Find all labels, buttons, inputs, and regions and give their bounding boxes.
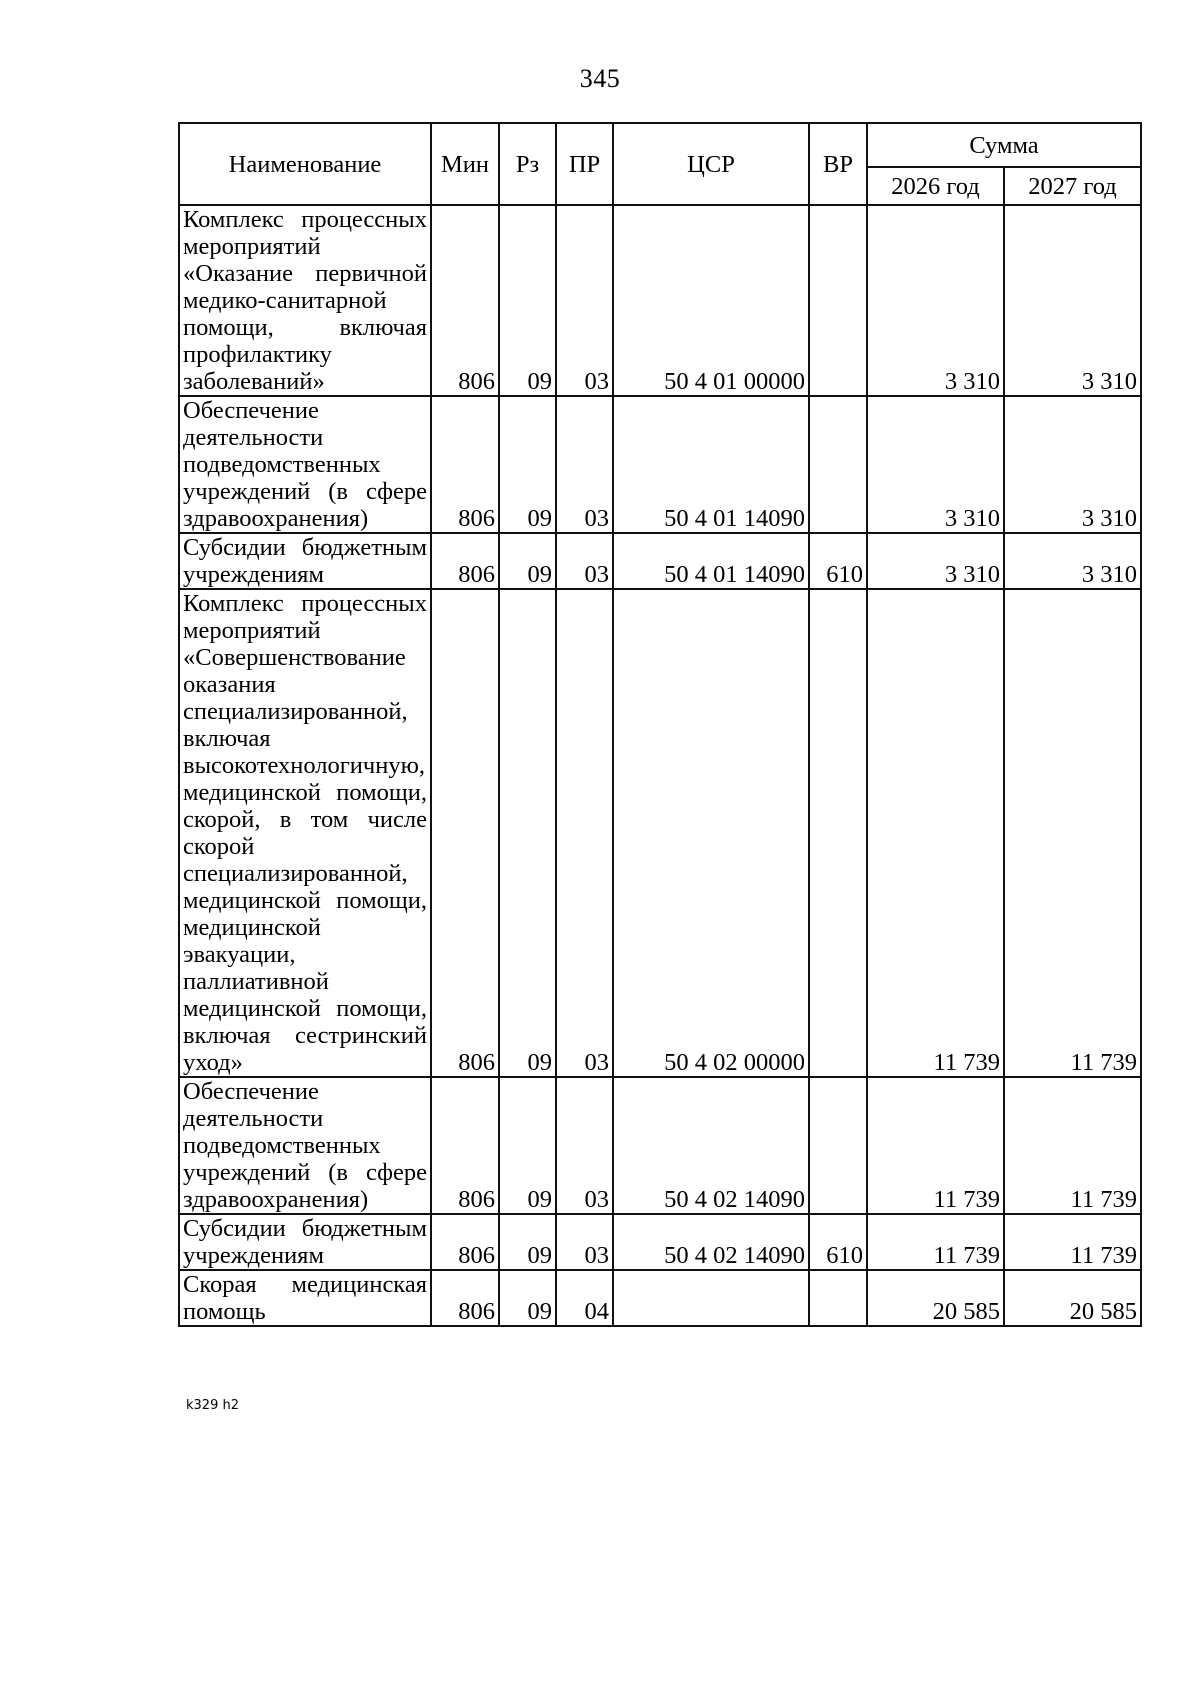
header-rz: Рз — [499, 123, 556, 205]
table-row — [179, 396, 1141, 533]
row-name: Комплекс процессных мероприятий «Совершенствование оказания специализированной, включая высокотехнологичную, медицинской помощи, скорой, в том числе скорой специализированной, медицинской помощи, медицинской эвакуации, паллиативной медицинской помощи, включая сестринский уход» — [179, 589, 431, 1077]
row-name: Скорая медицинская помощь — [179, 1270, 431, 1326]
row-sum-2027: 3 310 — [1004, 396, 1141, 533]
row-pr: 03 — [556, 1214, 613, 1270]
row-pr: 03 — [556, 533, 613, 589]
row-rz: 09 — [499, 1077, 556, 1214]
row-vr — [809, 396, 867, 533]
row-sum-2026: 11 739 — [867, 1077, 1004, 1214]
row-pr: 03 — [556, 396, 613, 533]
row-min: 806 — [431, 396, 499, 533]
table-row — [179, 589, 1141, 1077]
row-name: Субсидии бюджетным учреждениям — [179, 533, 431, 589]
row-name: Комплекс процессных мероприятий «Оказание первичной медико-санитарной помощи, включая профилактику заболеваний» — [179, 205, 431, 396]
row-min: 806 — [431, 533, 499, 589]
row-sum-2027: 3 310 — [1004, 205, 1141, 396]
row-min: 806 — [431, 1214, 499, 1270]
row-min: 806 — [431, 205, 499, 396]
row-min: 806 — [431, 589, 499, 1077]
row-sum-2026: 3 310 — [867, 205, 1004, 396]
header-year-2027: 2027 год — [1004, 167, 1141, 205]
row-sum-2026: 3 310 — [867, 533, 1004, 589]
header-min: Мин — [431, 123, 499, 205]
row-pr: 03 — [556, 589, 613, 1077]
row-name: Субсидии бюджетным учреждениям — [179, 1214, 431, 1270]
row-name: Обеспечение деятельности подведомственных учреждений (в сфере здравоохранения) — [179, 396, 431, 533]
table-row — [179, 1214, 1141, 1270]
row-rz: 09 — [499, 1270, 556, 1326]
row-sum-2026: 11 739 — [867, 1214, 1004, 1270]
header-year-2026: 2026 год — [867, 167, 1004, 205]
budget-table — [178, 122, 1142, 1327]
row-sum-2027: 11 739 — [1004, 589, 1141, 1077]
header-vr: ВР — [809, 123, 867, 205]
row-pr: 04 — [556, 1270, 613, 1326]
row-name: Обеспечение деятельности подведомственных учреждений (в сфере здравоохранения) — [179, 1077, 431, 1214]
table-row — [179, 1270, 1141, 1326]
row-csr: 50 4 02 14090 — [613, 1077, 809, 1214]
row-rz: 09 — [499, 205, 556, 396]
row-csr: 50 4 02 14090 — [613, 1214, 809, 1270]
row-sum-2026: 11 739 — [867, 589, 1004, 1077]
row-vr — [809, 1270, 867, 1326]
table-row — [179, 1077, 1141, 1214]
row-csr — [613, 1270, 809, 1326]
row-sum-2027: 3 310 — [1004, 533, 1141, 589]
header-pr: ПР — [556, 123, 613, 205]
header-row — [179, 123, 1141, 167]
row-rz: 09 — [499, 396, 556, 533]
row-vr — [809, 589, 867, 1077]
row-csr: 50 4 01 14090 — [613, 396, 809, 533]
row-sum-2026: 20 585 — [867, 1270, 1004, 1326]
row-rz: 09 — [499, 1214, 556, 1270]
row-sum-2027: 20 585 — [1004, 1270, 1141, 1326]
table-row — [179, 533, 1141, 589]
footer-code: k329 h2 — [186, 1398, 239, 1413]
row-csr: 50 4 01 00000 — [613, 205, 809, 396]
row-sum-2027: 11 739 — [1004, 1077, 1141, 1214]
row-min: 806 — [431, 1270, 499, 1326]
header-csr: ЦСР — [613, 123, 809, 205]
row-rz: 09 — [499, 533, 556, 589]
row-rz: 09 — [499, 589, 556, 1077]
page-number: 345 — [579, 64, 621, 93]
row-pr: 03 — [556, 205, 613, 396]
row-pr: 03 — [556, 1077, 613, 1214]
header-name: Наименование — [179, 123, 431, 205]
row-vr — [809, 205, 867, 396]
row-sum-2027: 11 739 — [1004, 1214, 1141, 1270]
row-vr — [809, 1077, 867, 1214]
row-min: 806 — [431, 1077, 499, 1214]
row-csr: 50 4 02 00000 — [613, 589, 809, 1077]
row-vr: 610 — [809, 1214, 867, 1270]
table-row — [179, 205, 1141, 396]
row-sum-2026: 3 310 — [867, 396, 1004, 533]
header-sum: Сумма — [867, 123, 1141, 167]
row-vr: 610 — [809, 533, 867, 589]
row-csr: 50 4 01 14090 — [613, 533, 809, 589]
